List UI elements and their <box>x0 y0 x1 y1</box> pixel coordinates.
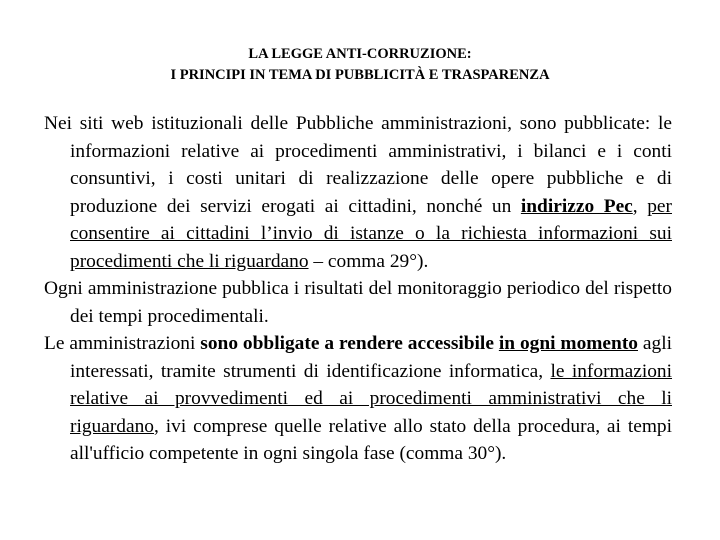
p2-text-1: Ogni amministrazione pubblica i risultati del monitoraggio periodico del rispetto dei tempi procedimentali. <box>44 278 672 327</box>
slide-title <box>0 44 720 86</box>
title-line-1: LA LEGGE ANTI-CORRUZIONE: <box>248 46 472 62</box>
paragraph-siti-web <box>44 110 672 275</box>
p3-underlined-information: le informazioni relative ai provvedimenti ed ai procedimenti amministrativi che li riguardano <box>70 360 673 437</box>
p1-text-1: Nei siti web istituzionali delle Pubbliche amministrazioni, sono pubblicate: le informazioni relative ai procedimenti amministrativi, i bilanci e i conti consuntivi, i costi unitari di realizzazione delle opere pubbliche e di produzione dei servizi erogati ai cittadini, nonché un <box>44 113 672 217</box>
paragraph-monitoraggio <box>44 275 672 330</box>
p1-underlined-purpose: per consentire ai cittadini l’invio di istanze o la richiesta informazioni sui procedimenti che li riguardano <box>70 195 672 272</box>
p1-text-3: – comma 29°). <box>308 250 429 272</box>
p3-text-2: agli interessati, tramite strumenti di identificazione informatica, <box>70 333 672 382</box>
p3-text-1: Le amministrazioni <box>44 333 201 354</box>
p1-text-2: , <box>632 195 648 217</box>
title-line-2: I PRINCIPI IN TEMA DI PUBBLICITÀ E TRASPARENZA <box>170 67 550 83</box>
p3-bold-obligation: sono obbligate a rendere accessibile <box>200 333 499 354</box>
p3-text-3: , ivi comprese quelle relative allo stato della procedura, ai tempi all'ufficio competente in ogni singola fase (comma 30°). <box>70 415 672 464</box>
slide-body <box>44 110 672 468</box>
p1-pec-emphasis: indirizzo Pec <box>520 195 633 217</box>
paragraph-accessibilita <box>44 330 672 468</box>
p3-bold-underlined-always: in ogni momento <box>498 333 638 354</box>
